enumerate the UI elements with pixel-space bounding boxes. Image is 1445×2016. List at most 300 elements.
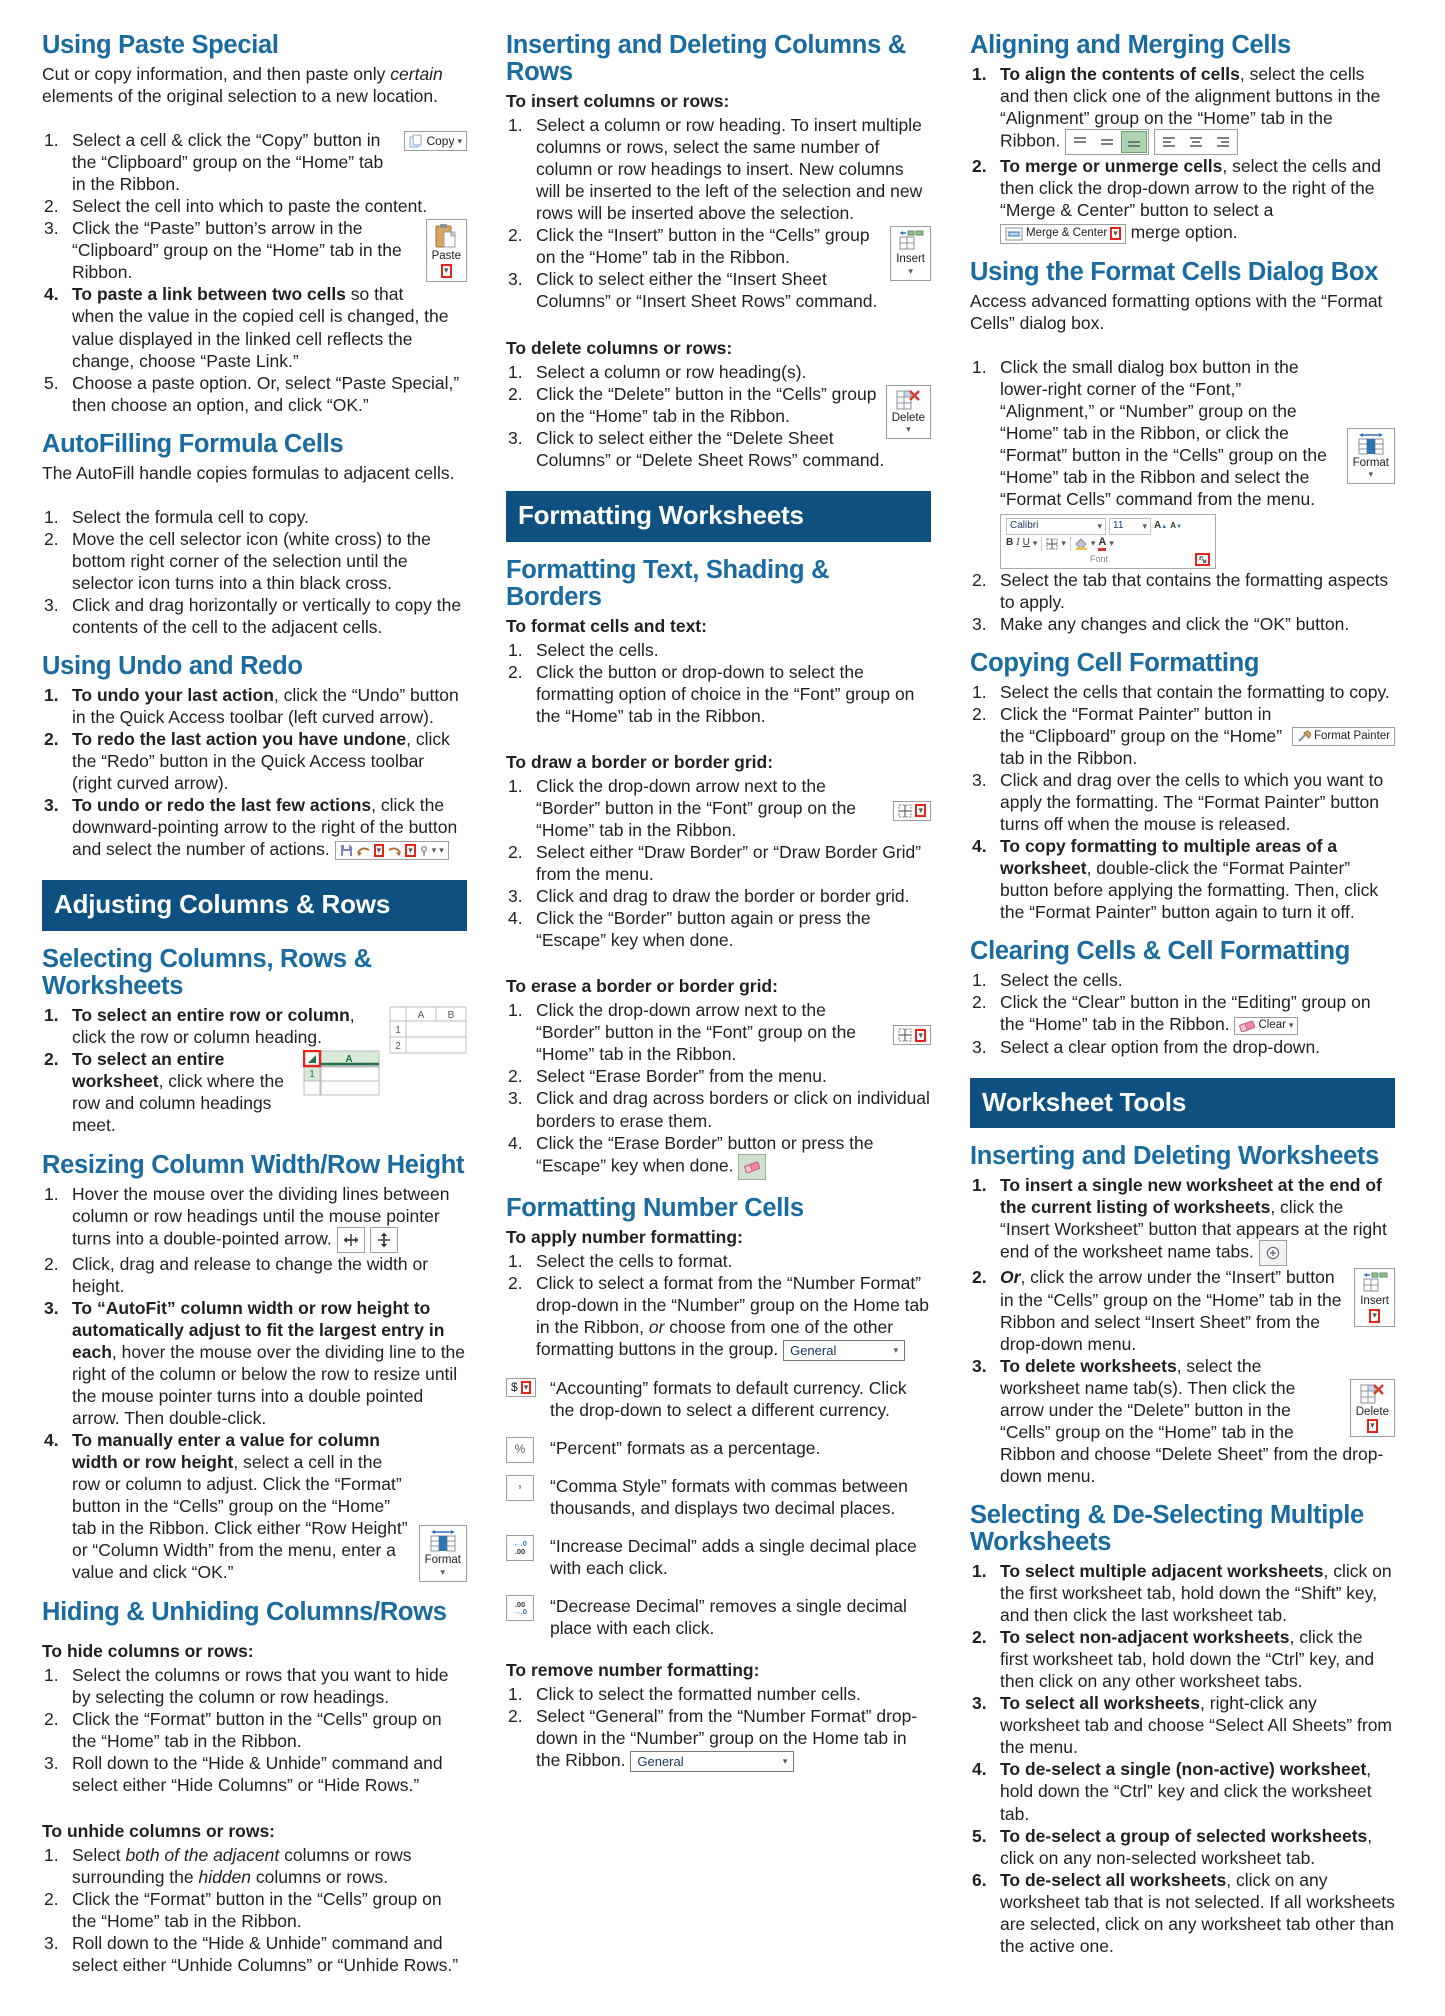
highlighted-dropdown-arrow: [915, 1029, 926, 1042]
column-a-label: A: [417, 1010, 425, 1022]
step-text: Roll down to the “Hide & Unhide” command and select either “Hide Columns” or “Hide Rows.”: [72, 1752, 443, 1795]
step: [506, 661, 931, 727]
step-text: Select a column or row heading(s).: [536, 361, 807, 382]
step: [506, 1272, 931, 1361]
step: [506, 1705, 931, 1772]
section-heading-clearing-cells: Clearing Cells & Cell Formatting: [970, 937, 1351, 966]
row-1-label: 1: [395, 1025, 401, 1037]
step-text: Roll down to the “Hide & Unhide” command and select either “Unhide Columns” or “Unhide Rows.”: [72, 1933, 459, 1976]
step: [970, 835, 1395, 923]
section-heading-insert-delete-worksheets: Inserting and Deleting Worksheets: [970, 1142, 1380, 1171]
format-cells-steps: [970, 356, 1395, 635]
step-text: To de-select all worksheets, click on any worksheet tab that is not selected. If all worksheets are selected, click on any worksheet tab other than the active one.: [1000, 1869, 1395, 1956]
merge-center-button: [1000, 224, 1126, 244]
align-center-icon: [1184, 132, 1208, 152]
chevron-down-icon: ▾: [444, 264, 449, 275]
section-heading-hiding: Hiding & Unhiding Columns/Rows: [42, 1597, 447, 1626]
chevron-down-icon: ▾: [893, 1344, 899, 1355]
percent-sign-icon: %: [514, 1442, 526, 1457]
align-top-icon: [1068, 132, 1092, 152]
merge-center-label: Merge & Center: [1026, 226, 1108, 239]
step: [506, 224, 931, 276]
section-heading-aligning-merging: Aligning and Merging Cells: [970, 31, 1291, 59]
increase-decimal-button-icon: [506, 1535, 534, 1561]
step: [970, 1036, 1395, 1058]
step: [970, 1560, 1395, 1626]
hide-steps: [42, 1664, 467, 1796]
unhide-steps: [42, 1844, 467, 1976]
step: [42, 1888, 467, 1932]
step: [42, 1297, 467, 1429]
column-a-label: A: [345, 1054, 353, 1066]
step: [506, 1087, 931, 1131]
highlighted-dropdown-arrow: [915, 804, 926, 817]
step: [42, 1752, 467, 1796]
step-text: To align the contents of cells, select the cells and then click one of the alignment buttons in the “Alignment” group on the “Home” tab in the Ribbon.: [1000, 64, 1381, 151]
step-text: Move the cell selector icon (white cross) to the bottom right corner of the selection until the selector icon turns into a thin black cross.: [72, 528, 431, 593]
step: [970, 969, 1395, 991]
format-painter-button: [1292, 727, 1395, 746]
step: [42, 283, 467, 371]
step: [42, 1183, 467, 1253]
paste-special-intro: Cut or copy information, and then paste only certain elements of the original selection to a new location.: [42, 64, 443, 107]
step: [970, 1174, 1395, 1266]
subheading-hide: To hide columns or rows:: [42, 1640, 254, 1661]
percent-button-icon: [506, 1437, 534, 1463]
step-text: To manually enter a value for column width or row height, select a cell in the row or column to adjust. Click the “Format” button in the “Cells” group on the “Home” tab in the Ribbon. Click either “Row Height” or “Column Width” from the menu, enter a value and click “OK.”: [72, 1430, 408, 1583]
step-text: Click the “Delete” button in the “Cells” group on the “Home” tab in the Ribbon.: [536, 383, 877, 426]
chevron-down-icon: ▾: [918, 805, 923, 816]
step-text: Select either “Draw Border” or “Draw Border Grid” from the menu.: [536, 841, 922, 885]
step-text: Click the “Clear” button in the “Editing” group on the “Home” tab in the Ribbon.: [1000, 992, 1371, 1035]
format-text-steps: [506, 639, 931, 727]
subheading-insert-cols: To insert columns or rows:: [506, 91, 730, 112]
format-cells-intro: Access advanced formatting options with the “Format Cells” dialog box.: [970, 290, 1383, 333]
clipboard-icon: [434, 223, 458, 249]
list-item: [506, 1595, 931, 1639]
paste-button-label: Paste: [431, 250, 461, 263]
step-text: Select “General” from the “Number Format” drop-down in the “Number” group on the Home tab in the Ribbon.: [536, 1706, 918, 1771]
insert-button-label: Insert: [896, 253, 925, 266]
step: [506, 383, 931, 435]
align-middle-icon: [1095, 132, 1119, 152]
step-text: To undo or redo the last few actions, click the downward-pointing arrow to the right of the button and select the number of actions.: [72, 795, 458, 860]
font-size-combo: [1109, 518, 1151, 535]
delete-cols-steps: [506, 361, 931, 471]
step: [506, 1250, 931, 1272]
chevron-down-icon: ▾: [431, 845, 437, 856]
step: [506, 841, 931, 885]
border-grid-icon: [1046, 538, 1058, 550]
underline-icon: U: [1022, 537, 1030, 549]
chevron-down-icon: ▾: [906, 424, 911, 435]
chevron-down-icon: ▾: [782, 1756, 788, 1767]
description-text: “Percent” formats as a percentage.: [550, 1437, 821, 1458]
step-text: Click, drag and release to change the width or height.: [72, 1253, 429, 1296]
step-text: Select the formula cell to copy.: [72, 506, 310, 527]
step-text: Select the columns or rows that you want to hide by selecting the column or row headings.: [72, 1664, 449, 1707]
step-text: Click and drag to draw the border or border grid.: [536, 886, 910, 907]
column-resize-cursor-icon: [337, 1227, 365, 1253]
banner-adjusting-columns-rows: Adjusting Columns & Rows: [42, 880, 467, 931]
step: [42, 684, 467, 728]
align-bottom-icon: [1122, 132, 1146, 152]
number-format-dropdown: [783, 1340, 905, 1361]
eraser-icon: [744, 1161, 760, 1173]
step-text: Click and drag over the cells to which you want to apply the formatting. The “Format Painter” button turns off when the mouse is released.: [1000, 770, 1384, 835]
comma-icon: ,: [517, 1474, 523, 1492]
step: [506, 361, 931, 383]
step-text: To de-select a single (non-active) worksheet, hold down the “Ctrl” key and click the worksheet tab.: [1000, 1759, 1372, 1824]
step-text: To redo the last action you have undone, click the “Redo” button in the Quick Access toolbar (right curved arrow).: [72, 729, 450, 794]
highlighted-dropdown-arrow: [1367, 1419, 1378, 1433]
chevron-down-icon: ▾: [1288, 1020, 1294, 1031]
row-2-label: 2: [395, 1041, 401, 1053]
border-dropdown-icon: [893, 801, 931, 821]
step-text: Select the cells.: [1000, 970, 1123, 991]
step-text: Select both of the adjacent columns or rows surrounding the hidden columns or rows.: [72, 1844, 412, 1887]
step: [42, 1429, 467, 1583]
step: [506, 639, 931, 661]
number-format-dropdown: [630, 1751, 794, 1772]
selecting-steps: [42, 1004, 467, 1136]
paste-button-icon: [426, 219, 467, 282]
merge-cells-icon: [1005, 227, 1023, 241]
subheading-draw-border: To draw a border or border grid:: [506, 751, 774, 772]
clear-button-label: Clear: [1258, 1019, 1286, 1032]
divider: [1070, 537, 1071, 551]
erase-border-steps: [506, 999, 931, 1179]
step-text: To select all worksheets, right-click any worksheet tab and choose “Select All Sheets” from the menu.: [1000, 1693, 1393, 1758]
increase-decimal-bottom: .00: [514, 1546, 526, 1556]
step: [42, 1004, 467, 1053]
delete-button-label: Delete: [1355, 1405, 1389, 1418]
step-text: Click to select a format from the “Number Format” drop-down in the “Number” group on the Home tab in the Ribbon, or choose from one of the other formatting buttons in the group.: [536, 1272, 929, 1359]
customize-toolbar-icon: ▾: [439, 845, 444, 856]
step: [970, 155, 1395, 244]
border-grid-icon: [898, 1028, 912, 1042]
step-text: Click the “Border” button again or press the “Escape” key when done.: [536, 908, 871, 951]
fill-color-icon: [1075, 538, 1088, 550]
align-left-icon: [1157, 132, 1181, 152]
step-text: Select the cells to format.: [536, 1250, 733, 1271]
step-text: Click the “Erase Border” button or press the “Escape” key when done.: [536, 1132, 874, 1176]
section-heading-selecting-worksheets: Selecting & De-Selecting Multiple Worksheets: [970, 1500, 1364, 1556]
autofill-intro: The AutoFill handle copies formulas to adjacent cells.: [42, 462, 455, 483]
step-text: Select “Erase Border” from the menu.: [536, 1066, 827, 1087]
remove-number-format-steps: [506, 1683, 931, 1772]
subheading-erase-border: To erase a border or border grid:: [506, 976, 778, 997]
format-button-icon: [1347, 428, 1395, 485]
step: [506, 775, 931, 841]
font-group-image: [1000, 514, 1216, 569]
step: [42, 1048, 467, 1136]
step: [970, 703, 1395, 769]
section-heading-format-cells-dialog: Using the Format Cells Dialog Box: [970, 257, 1379, 286]
step-text: Choose a paste option. Or, select “Paste Special,” then choose an option, and click “OK.”: [72, 372, 460, 415]
step: [42, 217, 467, 283]
step: [506, 1683, 931, 1705]
step: [42, 195, 467, 217]
subheading-apply-number-format: To apply number formatting:: [506, 1226, 743, 1247]
chevron-down-icon: ▾: [1109, 538, 1114, 549]
select-worksheets-steps: [970, 1560, 1395, 1957]
highlighted-dropdown-arrow: [1110, 227, 1121, 240]
chevron-down-icon: ▾: [440, 1566, 446, 1577]
erase-border-button-icon: [738, 1154, 766, 1180]
align-merge-steps: [970, 63, 1395, 244]
step: [42, 372, 467, 416]
decrease-decimal-button-icon: [506, 1595, 534, 1621]
align-right-icon: [1211, 132, 1235, 152]
step-text: Click the drop-down arrow next to the “Border” button in the “Font” group on the “Home” tab in the Ribbon.: [536, 1000, 857, 1065]
section-heading-using-paste-special: Using Paste Special: [42, 31, 279, 59]
step: [506, 999, 931, 1065]
chevron-down-icon: ▾: [457, 135, 462, 146]
step-text: Select the cells that contain the formatting to copy.: [1000, 681, 1390, 702]
redo-icon: [387, 845, 402, 857]
step-text: Select a clear option from the drop-down.: [1000, 1036, 1321, 1057]
delete-button-label: Delete: [891, 411, 925, 424]
format-button-icon: [419, 1525, 467, 1582]
subheading-delete-cols: To delete columns or rows:: [506, 337, 733, 358]
step: [970, 356, 1395, 569]
highlighted-dropdown-arrow: [374, 844, 385, 857]
decrease-decimal-bottom: →.0: [513, 1607, 527, 1617]
chevron-down-icon: ▾: [918, 1029, 923, 1040]
subheading-remove-number-format: To remove number formatting:: [506, 1660, 760, 1681]
step: [970, 769, 1395, 835]
horizontal-alignment-group-icon: [1154, 129, 1238, 155]
description-text: “Decrease Decimal” removes a single decimal place with each click.: [550, 1596, 907, 1639]
step-text: Select a column or row heading. To insert multiple columns or rows, select the same number of column or row headings to insert. New columns will be inserted to the left of the selection and new rows will be inserted above the selection.: [536, 115, 923, 224]
chevron-down-icon: ▾: [408, 845, 413, 856]
step: [970, 63, 1395, 155]
font-group-label: Font: [1089, 553, 1108, 564]
step-text: Click the small dialog box button in the lower-right corner of the “Font,” “Alignment,” or “Number” group on the “Home” tab in the Ribbon, or click the “Format” button in the “Cells” group on the “Home” tab in the Ribbon and select the “Format Cells” command from the menu.: [1000, 356, 1327, 510]
chevron-down-icon: ▾: [523, 1381, 529, 1392]
step-text: Select a cell & click the “Copy” button in the “Clipboard” group on the “Home” tab in the Ribbon.: [72, 130, 384, 195]
cell-size-icon: [1356, 432, 1386, 456]
step-text: To select non-adjacent worksheets, click the first worksheet tab, hold down the “Ctrl” key, and then click on any other worksheet tabs.: [1000, 1627, 1375, 1692]
insert-button-icon: [1354, 1268, 1395, 1327]
step-text: To copy formatting to multiple areas of a worksheet, double-click the “Format Painter” button before applying the formatting. Then, click the “Format Painter” button again to turn it off.: [1000, 836, 1379, 923]
format-painter-label: Format Painter: [1313, 729, 1390, 742]
section-heading-autofilling: AutoFilling Formula Cells: [42, 429, 344, 458]
subheading-unhide: To unhide columns or rows:: [42, 1820, 276, 1841]
format-button-label: Format: [1352, 456, 1389, 469]
step-text: Click the button or drop-down to select the formatting option of choice in the “Font” group on the “Home” tab in the Ribbon.: [536, 661, 915, 726]
vertical-alignment-group-icon: [1065, 129, 1149, 155]
paintbrush-icon: [1297, 730, 1311, 743]
step-text: Click the “Paste” button’s arrow in the “Clipboard” group on the “Home” tab in the Ribbon.: [72, 218, 402, 283]
step-text: To select multiple adjacent worksheets, click on the first worksheet tab, hold down the “Shift” key, and then click the last worksheet tab.: [1000, 1560, 1392, 1626]
step-text: Select the cell into which to paste the content.: [72, 196, 428, 217]
step-text: To select an entire worksheet, click where the row and column headings meet.: [72, 1049, 285, 1136]
row-1-label: 1: [309, 1069, 315, 1081]
step-text: Select the cells.: [536, 639, 659, 660]
step: [42, 728, 467, 794]
step: [42, 129, 467, 195]
list-item: [506, 1535, 931, 1579]
step: [506, 114, 931, 224]
chevron-down-icon: ▾: [1090, 538, 1096, 549]
step: [506, 1132, 931, 1180]
font-name-value: Calibri: [1010, 520, 1039, 532]
chevron-down-icon: ▾: [1113, 228, 1118, 239]
step: [970, 1692, 1395, 1758]
cell-size-icon: [428, 1529, 458, 1553]
step: [970, 991, 1395, 1035]
insert-cols-steps: [506, 114, 931, 312]
delete-cells-icon: [1359, 1383, 1385, 1405]
row-resize-cursor-icon: [370, 1227, 398, 1253]
clear-button: [1234, 1017, 1298, 1035]
description-text: “Accounting” formats to default currency. Click the drop-down to select a different currency.: [550, 1377, 907, 1420]
circled-plus-icon: [1266, 1246, 1280, 1260]
delete-cells-icon: [895, 389, 921, 411]
autofill-steps: [42, 506, 467, 638]
shrink-font-letter: A: [1170, 521, 1176, 531]
step-text: Click to select either the “Insert Sheet Columns” or “Insert Sheet Rows” command.: [536, 269, 878, 312]
paste-special-steps: [42, 129, 467, 416]
step-text: Click the drop-down arrow next to the “Border” button in the “Font” group on the “Home” tab in the Ribbon.: [536, 775, 857, 840]
step-text: To paste a link between two cells so that when the value in the copied cell is changed, the value displayed in the linked cell reflects the change, choose “Paste Link.”: [72, 284, 449, 371]
step: [42, 528, 467, 594]
step-text: Click the “Format” button in the “Cells” group on the “Home” tab in the Ribbon.: [72, 1708, 442, 1751]
chevron-down-icon: ▾: [908, 265, 913, 276]
number-button-descriptions: [506, 1377, 931, 1639]
select-all-corner-image: [303, 1050, 381, 1101]
step-text: Click and drag across borders or click on individual borders to erase them.: [536, 1088, 930, 1131]
step: [42, 594, 467, 638]
step: [506, 424, 931, 471]
highlighted-dropdown-arrow: [521, 1381, 532, 1394]
step: [42, 1932, 467, 1976]
step: [970, 1626, 1395, 1692]
section-heading-formatting-text: Formatting Text, Shading & Borders: [506, 555, 830, 611]
description-text: “Comma Style” formats with commas between thousands, and displays two decimal places.: [550, 1475, 908, 1518]
step-text: Click to select the formatted number cells.: [536, 1684, 861, 1705]
step-text: Hover the mouse over the dividing lines between column or row headings until the mouse pointer turns into a double-pointed arrow.: [72, 1183, 450, 1249]
highlighted-dropdown-arrow: [1369, 1309, 1380, 1323]
step: [970, 569, 1395, 613]
chevron-down-icon: ▾: [376, 845, 382, 856]
list-item: [506, 1377, 931, 1421]
font-size-value: 11: [1113, 520, 1124, 532]
step-text: To delete worksheets, select the worksheet name tab(s). Then click the arrow under the “Delete” button in the “Cells” group on the “Home” tab in the Ribbon and choose “Delete Sheet” from the drop-down menu.: [1000, 1355, 1384, 1486]
column-right: [970, 30, 1395, 1986]
decrease-decimal-icon: [513, 1601, 527, 1616]
insert-worksheet-button-icon: [1259, 1240, 1287, 1266]
section-heading-copying-formatting: Copying Cell Formatting: [970, 648, 1260, 677]
copy-formatting-steps: [970, 681, 1395, 924]
step: [42, 506, 467, 528]
draw-border-steps: [506, 775, 931, 951]
grow-font-letter: A: [1154, 520, 1162, 532]
step: [506, 265, 931, 312]
highlighted-dropdown-arrow: [441, 264, 452, 278]
chevron-down-icon: ▾: [1368, 469, 1374, 480]
number-format-value: General: [790, 1342, 837, 1358]
step-text: To undo your last action, click the “Undo” button in the Quick Access toolbar (left curved arrow).: [72, 685, 459, 728]
copy-button-icon: [404, 131, 467, 151]
undo-redo-steps: [42, 684, 467, 860]
step: [970, 1825, 1395, 1869]
list-item: [506, 1475, 931, 1519]
copy-pages-icon: [409, 134, 423, 148]
worksheet-steps: [970, 1174, 1395, 1487]
step-text: Click the “Format Painter” button in the “Clipboard” group on the “Home” tab in the Ribbon.: [1000, 703, 1283, 768]
step: [42, 1664, 467, 1708]
column-b-label: B: [447, 1010, 455, 1022]
delete-button-icon: [1350, 1379, 1395, 1438]
border-grid-icon: [898, 804, 912, 818]
subheading-format-cells-text: To format cells and text:: [506, 615, 707, 636]
section-heading-insert-delete-cols: Inserting and Deleting Columns & Rows: [506, 31, 906, 87]
section-heading-undo-redo: Using Undo and Redo: [42, 652, 303, 681]
undo-icon: [356, 845, 371, 857]
step: [970, 1266, 1395, 1354]
step-text: To merge or unmerge cells, select the cells and then click the drop-down arrow to the right of the “Merge & Center” button to select a: [1000, 156, 1381, 221]
insert-button-label: Insert: [1360, 1295, 1389, 1308]
touch-mode-icon: [419, 845, 429, 857]
increase-decimal-icon: [513, 1540, 527, 1555]
step: [970, 1355, 1395, 1487]
quick-access-toolbar-icon: [335, 841, 449, 860]
bold-icon: B: [1006, 537, 1014, 549]
border-dropdown-icon: [893, 1025, 931, 1045]
banner-formatting-worksheets: Formatting Worksheets: [506, 491, 931, 542]
step: [970, 613, 1395, 635]
chevron-down-icon: ▾: [1372, 1310, 1377, 1321]
section-heading-selecting: Selecting Columns, Rows & Worksheets: [42, 945, 372, 1001]
step: [42, 794, 467, 860]
step-text: Click to select either the “Delete Sheet Columns” or “Delete Sheet Rows” command.: [536, 427, 885, 470]
step-text: Or, click the arrow under the “Insert” button in the “Cells” group on the “Home” tab in the Ribbon and select “Insert Sheet” from the drop-down menu.: [1000, 1267, 1342, 1354]
description-text: “Increase Decimal” adds a single decimal place with each click.: [550, 1535, 917, 1578]
italic-icon: I: [1016, 537, 1020, 549]
step: [42, 1253, 467, 1297]
font-name-combo: [1006, 518, 1106, 535]
section-heading-resizing: Resizing Column Width/Row Height: [42, 1150, 465, 1179]
step-text: merge option.: [1130, 222, 1238, 243]
list-item: [506, 1437, 931, 1459]
section-heading-formatting-numbers: Formatting Number Cells: [506, 1193, 804, 1222]
grow-font-icon: A▲: [1154, 520, 1168, 532]
comma-style-button-icon: [506, 1475, 534, 1501]
step-text: To de-select a group of selected worksheets, click on any non-selected worksheet tab.: [1000, 1825, 1373, 1868]
insert-cells-icon: [1362, 1272, 1388, 1294]
increase-decimal-top: ←.0: [513, 1539, 527, 1549]
step: [42, 1844, 467, 1888]
column-middle: [506, 30, 931, 1986]
step: [970, 681, 1395, 703]
eraser-icon: [1239, 1020, 1255, 1032]
step-text: To select an entire row or column, click the row or column heading.: [72, 1005, 355, 1048]
step-text: Click and drag horizontally or vertically to copy the contents of the cell to the adjacent cells.: [72, 594, 462, 638]
step-text: To insert a single new worksheet at the end of the current listing of worksheets, click the “Insert Worksheet” button that appears at the right end of the worksheet name tabs.: [1000, 1175, 1387, 1263]
number-format-value: General: [637, 1754, 684, 1770]
accounting-button-icon: [506, 1378, 536, 1397]
decrease-decimal-top: .00: [514, 1599, 526, 1609]
divider: [1041, 537, 1042, 551]
copy-button-label: Copy: [426, 134, 455, 149]
step: [506, 885, 931, 907]
chevron-down-icon: ▾: [1370, 1420, 1375, 1431]
chevron-down-icon: ▾: [1032, 538, 1038, 549]
step-text: Click the “Format” button in the “Cells” group on the “Home” tab in the Ribbon.: [72, 1889, 442, 1932]
